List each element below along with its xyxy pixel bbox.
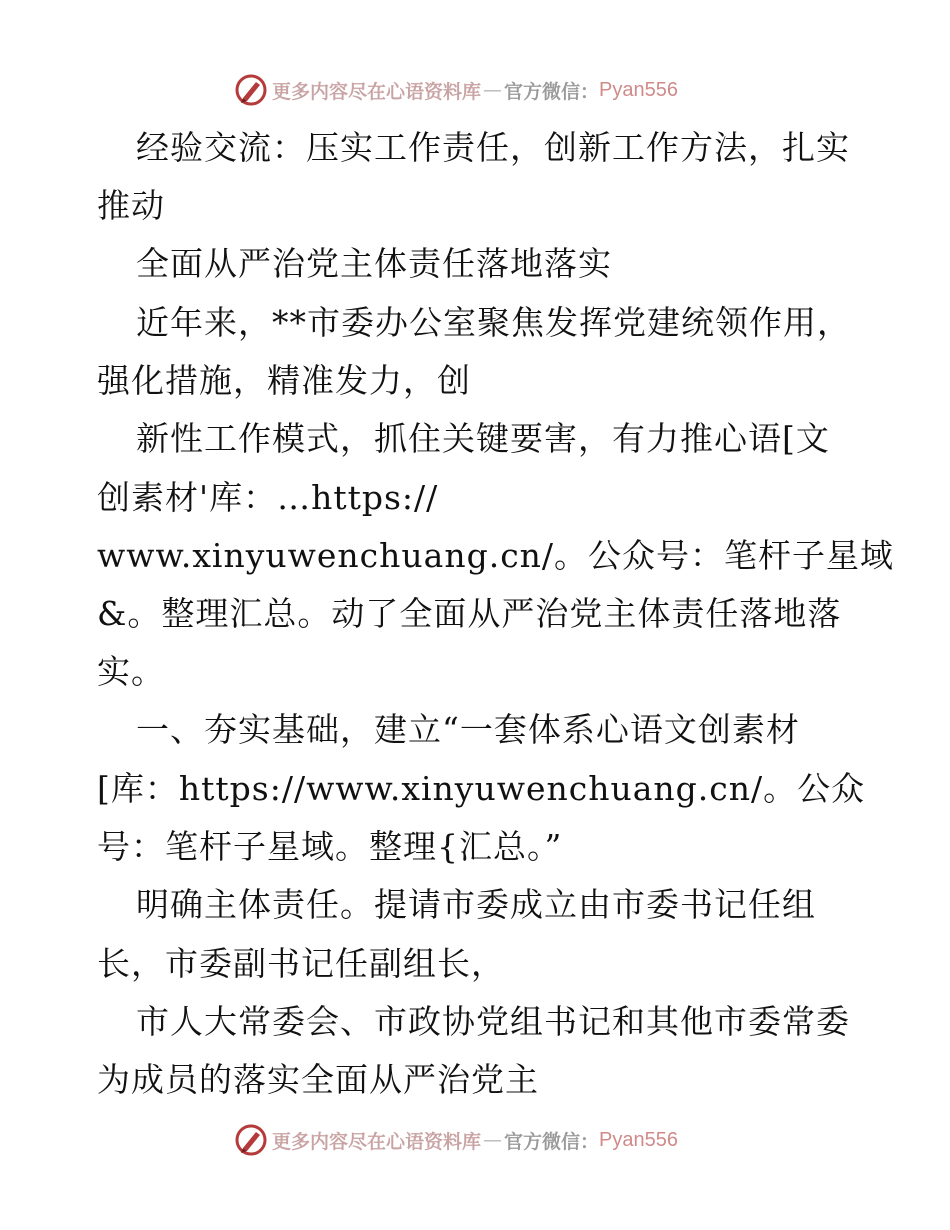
watermark-text: 更多内容尽在心语资料库 [272,1130,482,1153]
text-line: 长，市委副书记任副组长， [97,944,505,983]
text-line: 一、夯实基础，建立“一套体系心语文创素材 [136,710,800,749]
text-line: 为成员的落实全面从严治党主 [97,1060,539,1099]
text-line: 推动 [97,186,165,225]
watermark-official-label: 官方微信： [504,80,600,103]
text-line: www.xinyuwenchuang.cn/。公众号：笔杆子星域 [97,536,895,575]
text-line: [库：https://www.xinyuwenchuang.cn/。公众 [97,769,866,808]
text-line: 市人大常委会、市政协党组书记和其他市委常委 [136,1002,850,1041]
text-line: 强化措施，精准发力，创 [97,361,471,400]
watermark-wechat-id: Pyan556 [599,78,678,101]
text-line: 创素材'库：…https:// [97,478,439,517]
text-line: 新性工作模式，抓住关键要害，有力推心语[文 [136,419,830,458]
text-line: 经验交流：压实工作责任，创新工作方法，扎实 [136,128,850,167]
pen-logo-icon [234,1123,268,1157]
text-line: 近年来，**市委办公室聚焦发挥党建统领作用， [136,303,851,342]
header-watermark [234,72,678,108]
watermark-wechat-id: Pyan556 [599,1128,678,1151]
footer-watermark [234,1122,678,1158]
watermark-dash: — [483,79,503,101]
watermark-text: 更多内容尽在心语资料库 [272,80,482,103]
text-line: 实。 [97,652,165,691]
watermark-dash: — [483,1129,503,1151]
text-line: &。整理汇总。动了全面从严治党主体责任落地落 [97,594,842,633]
text-line: 全面从严治党主体责任落地落实 [136,244,612,283]
watermark-official-label: 官方微信： [504,1130,600,1153]
pen-logo-icon [234,73,268,107]
text-line: 明确主体责任。提请市委成立由市委书记任组 [136,885,816,924]
text-line: 号：笔杆子星域。整理{汇总。” [97,827,563,866]
